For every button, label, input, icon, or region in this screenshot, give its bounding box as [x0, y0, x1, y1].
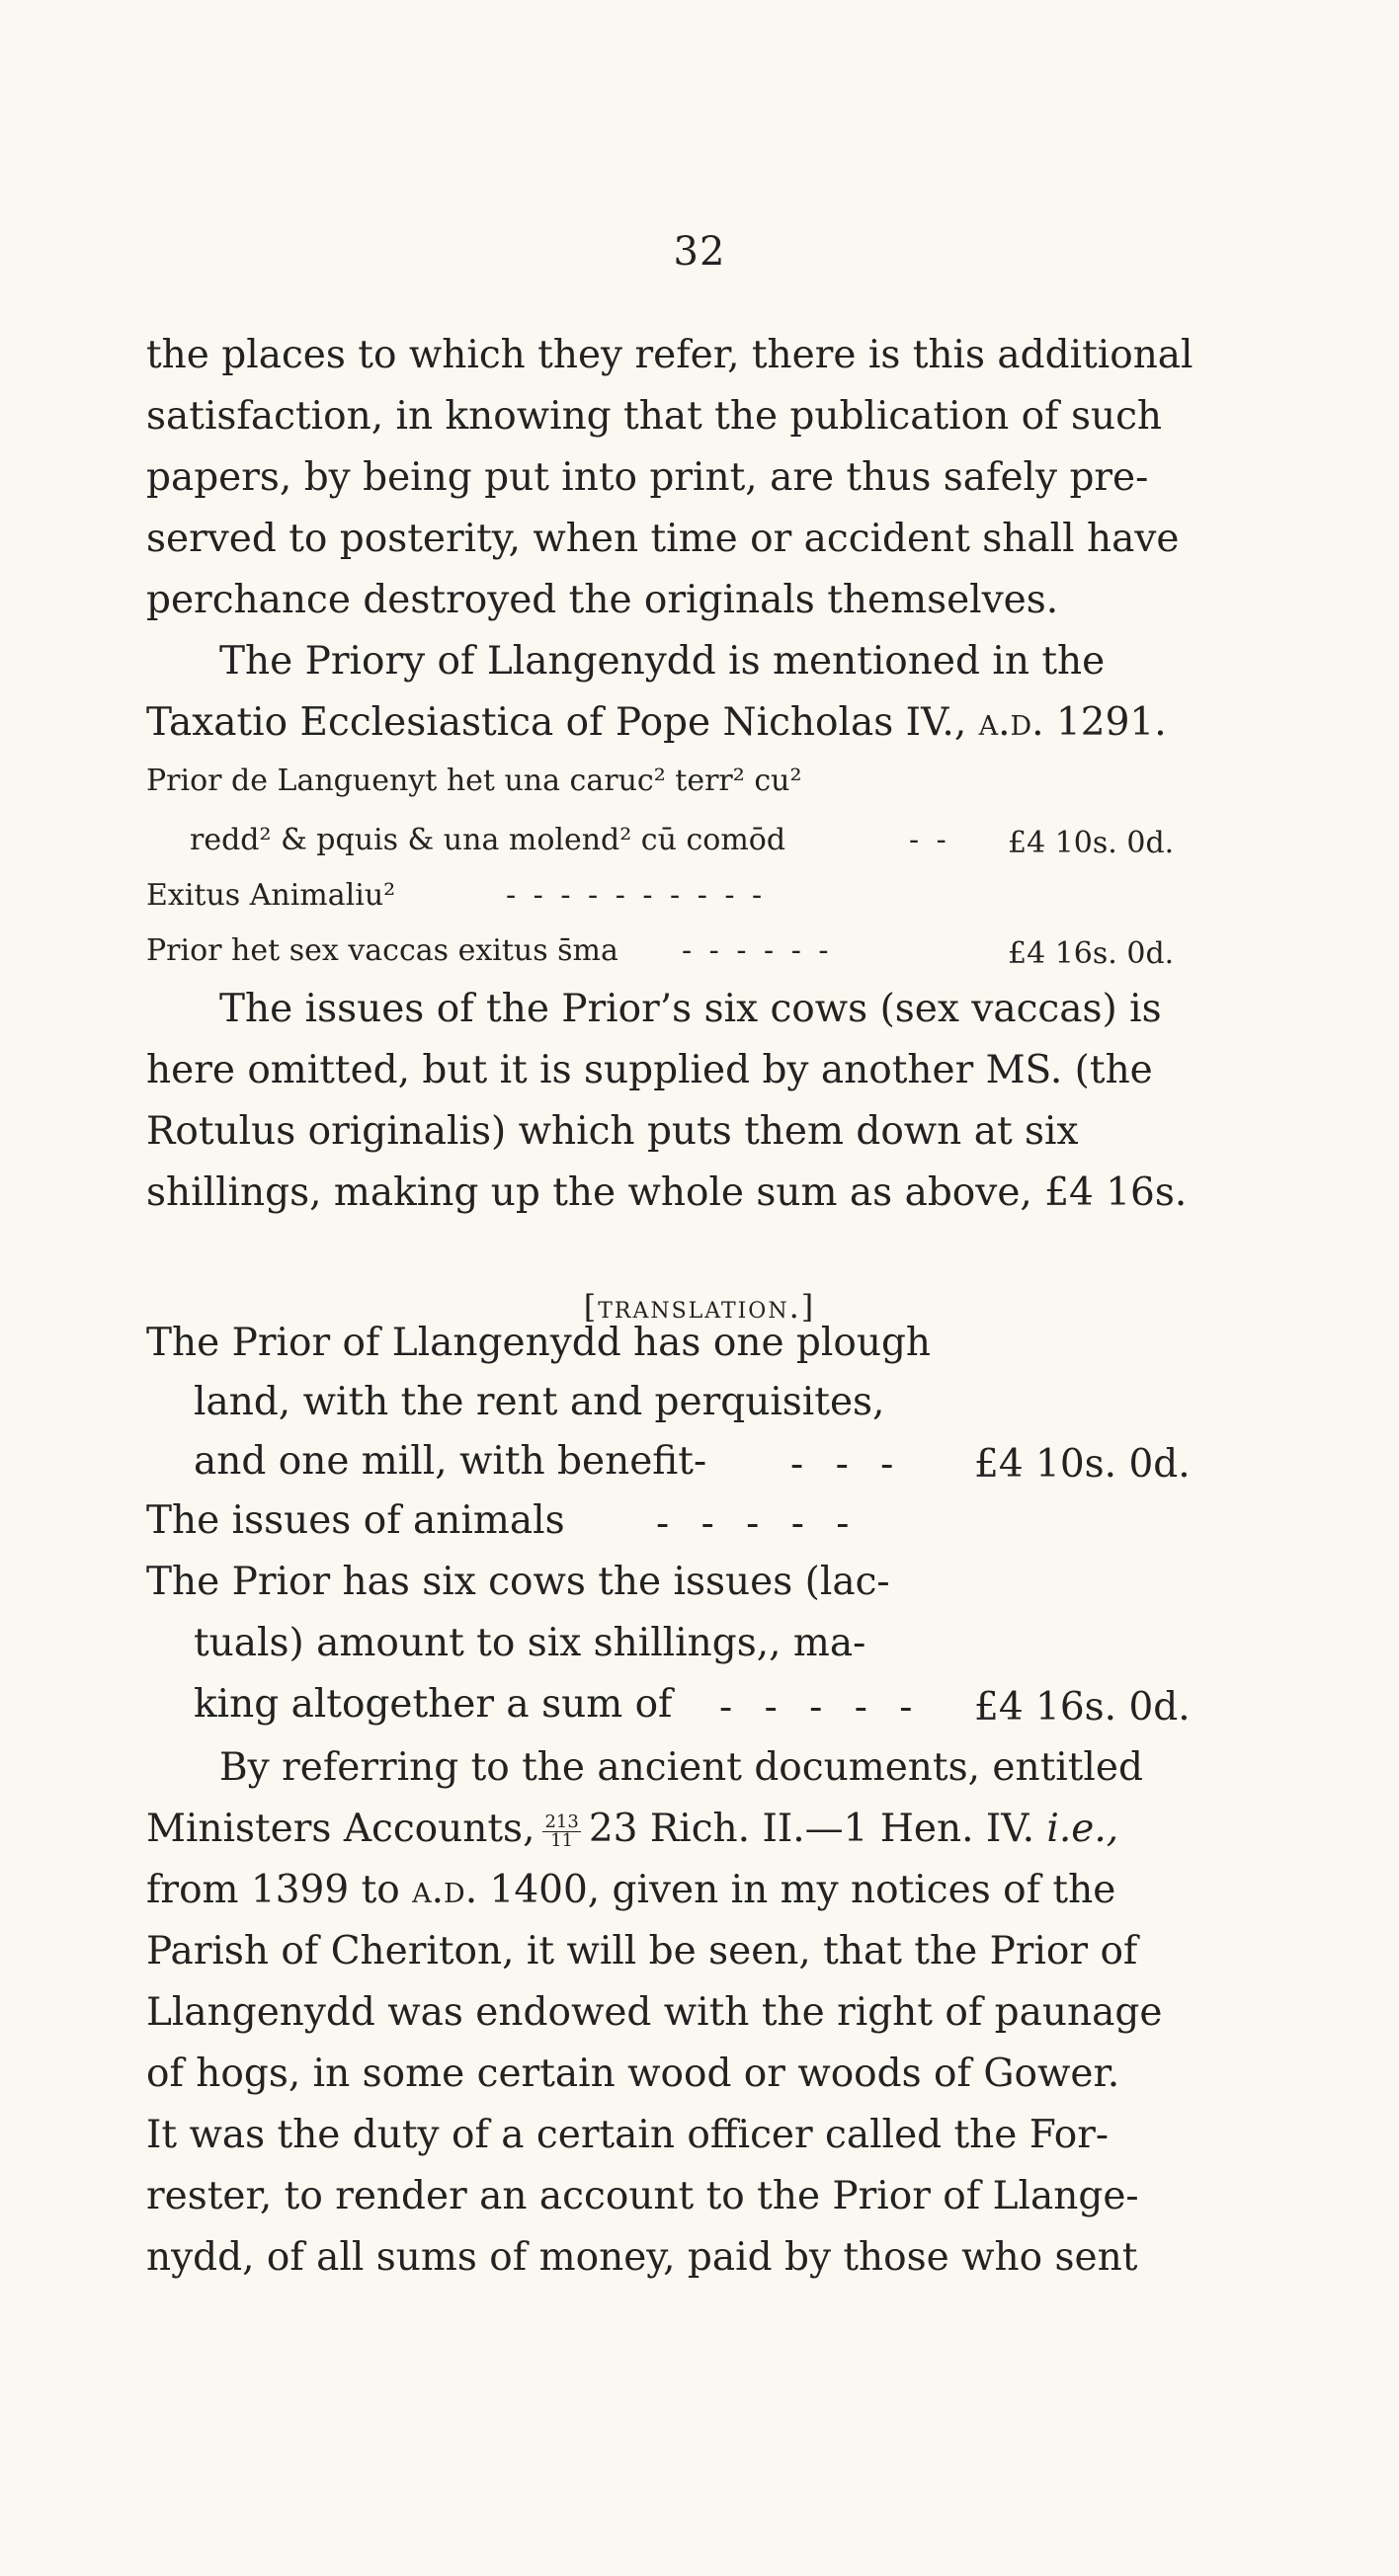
fraction-denominator: 11: [550, 1829, 574, 1851]
latin-dashes: - - - - - -: [682, 933, 833, 968]
latin-dashes: - - - - - - - - - -: [506, 878, 767, 913]
translation-line: king altogether a sum of: [194, 1682, 673, 1727]
translation-dashes: - - - - -: [719, 1685, 923, 1730]
translation-dashes: - - -: [790, 1442, 904, 1487]
paragraph-text: from 1399 to: [146, 1868, 400, 1912]
year-text: 1291.: [1043, 700, 1167, 745]
paragraph-line: perchance destroyed the originals themselves.: [146, 578, 1059, 622]
paragraph-line: here omitted, but it is supplied by another MS. (the: [146, 1048, 1153, 1092]
fraction-numerator: 213: [544, 1811, 579, 1832]
translation-amount: £4 10s. 0d.: [974, 1442, 1191, 1487]
ad-abbrev: a.d.: [412, 1868, 478, 1912]
ad-abbrev: a.d.: [978, 700, 1044, 745]
paragraph-line: [146, 1868, 1116, 1912]
paragraph-text: Taxatio Ecclesiastica of Pope Nicholas IV.,: [146, 700, 979, 745]
translation-amount: £4 16s. 0d.: [974, 1685, 1191, 1730]
paragraph-line: nydd, of all sums of money, paid by those who sent: [146, 2235, 1138, 2280]
latin-amount: £4 10s. 0d.: [1008, 826, 1175, 860]
paragraph-line: rester, to render an account to the Prior of Llange-: [146, 2174, 1139, 2218]
latin-line: Prior de Languenyt het una caruc² terr² cu²: [146, 764, 802, 798]
translation-dashes: - - - - -: [656, 1501, 860, 1546]
paragraph-line: shillings, making up the whole sum as above, £4 16s.: [146, 1170, 1188, 1215]
latin-amount: £4 16s. 0d.: [1008, 936, 1175, 971]
paragraph-line: the places to which they refer, there is this additional: [146, 333, 1193, 377]
page-number: 32: [673, 229, 726, 275]
paragraph-line: The Priory of Llangenydd is mentioned in the: [219, 639, 1106, 684]
paragraph-line: satisfaction, in knowing that the publication of such: [146, 394, 1163, 439]
paragraph-text: 1400, given in my notices of the: [489, 1868, 1116, 1912]
latin-dashes: - -: [909, 823, 950, 857]
paragraph-line: By referring to the ancient documents, entitled: [219, 1745, 1143, 1790]
latin-line: Prior het sex vaccas exitus s̄ma: [146, 933, 618, 968]
latin-line: redd² & pquis & una molend² cū comōd: [190, 823, 786, 857]
paragraph-line: papers, by being put into print, are thus safely pre-: [146, 455, 1149, 500]
paragraph-line: Parish of Cheriton, it will be seen, that the Prior of: [146, 1929, 1138, 1973]
ie-abbrev: i.e.,: [1046, 1807, 1119, 1851]
fraction: [542, 1813, 580, 1850]
paragraph-text: Ministers Accounts,: [146, 1807, 535, 1851]
paragraph-line: [146, 1807, 1119, 1851]
paragraph-line: served to posterity, when time or accident shall have: [146, 517, 1180, 561]
translation-line: land, with the rent and perquisites,: [194, 1380, 885, 1424]
translation-line: The issues of animals: [146, 1498, 565, 1543]
translation-line: The Prior has six cows the issues (lac-: [146, 1560, 890, 1604]
paragraph-line: of hogs, in some certain wood or woods of Gower.: [146, 2052, 1120, 2096]
paragraph-line: The issues of the Prior’s six cows (sex vaccas) is: [219, 987, 1162, 1031]
latin-line: Exitus Animaliu²: [146, 878, 396, 913]
paragraph-line: [146, 700, 1167, 745]
paragraph-line: It was the duty of a certain officer called the For-: [146, 2113, 1110, 2157]
translation-line: and one mill, with benefit-: [194, 1439, 707, 1484]
translation-heading: [translation.]: [583, 1288, 816, 1326]
translation-line: tuals) amount to six shillings,, ma-: [194, 1621, 866, 1665]
translation-line: The Prior of Llangenydd has one plough: [146, 1321, 932, 1365]
paragraph-line: Llangenydd was endowed with the right of paunage: [146, 1990, 1163, 2035]
paragraph-line: Rotulus originalis) which puts them down at six: [146, 1109, 1079, 1154]
paragraph-text: 23 Rich. II.—1 Hen. IV.: [588, 1807, 1035, 1851]
